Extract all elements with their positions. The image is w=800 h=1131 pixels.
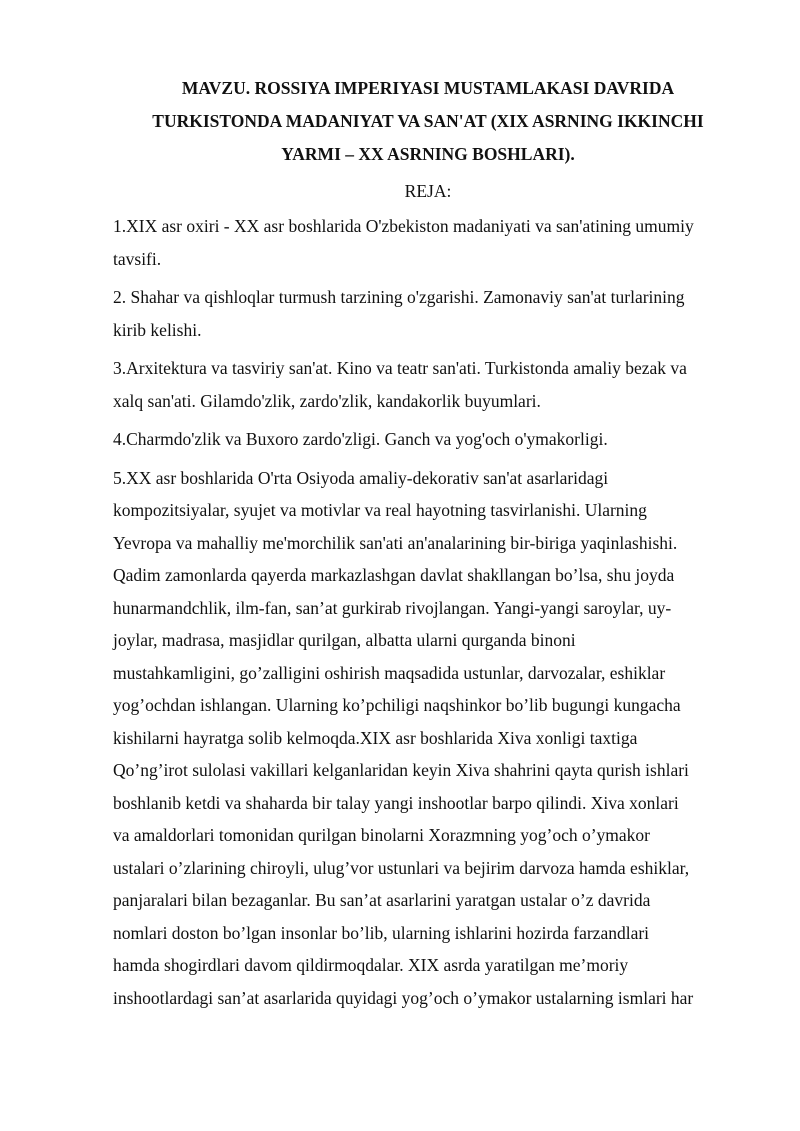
plan-item-5: [113, 462, 743, 1015]
document-title: [113, 72, 743, 171]
plan-item-3: [113, 352, 743, 417]
text-line: Qadim zamonlarda qayerda markazlashgan davlat shakllangan bo’lsa, shu joyda: [113, 565, 675, 585]
text-line: yog’ochdan ishlangan. Ularning ko’pchiligi naqshinkor bo’lib bugungi kungacha: [113, 695, 681, 715]
plan-item-1: [113, 210, 743, 275]
plan-heading: REJA:: [404, 181, 452, 201]
plan-item-2: [113, 281, 743, 346]
text-line: tavsifi.: [113, 248, 162, 269]
text-line: hamda shogirdlari davom qildirmoqdalar. XIX asrda yaratilgan me’moriy: [113, 955, 629, 975]
text-line: 1.XIX asr oxiri - XX asr boshlarida O'zbekiston madaniyati va san'atining umumiy: [113, 216, 694, 236]
text-line: va amaldorlari tomonidan qurilgan binolarni Xorazmning yog’och o’ymakor: [113, 825, 651, 845]
text-line: hunarmandchlik, ilm-fan, san’at gurkirab rivojlangan. Yangi-yangi saroylar, uy-: [113, 597, 672, 618]
text-line: joylar, madrasa, masjidlar qurilgan, albatta ularni qurganda binoni: [113, 630, 576, 650]
title-line: MAVZU. ROSSIYA IMPERIYASI MUSTAMLAKASI DAVRIDA: [181, 78, 675, 98]
text-line: mustahkamligini, go’zalligini oshirish maqsadida ustunlar, darvozalar, eshiklar: [113, 662, 666, 683]
text-line: 4.Charmdo'zlik va Buxoro zardo'zligi. Ganch va yog'och o'ymakorligi.: [113, 429, 608, 449]
text-line: kompozitsiyalar, syujet va motivlar va real hayotning tasvirlanishi. Ularning: [113, 500, 647, 520]
text-line: nomlari doston bo’lgan insonlar bo’lib, ularning ishlarini hozirda farzandlari: [113, 922, 650, 943]
text-line: kishilarni hayratga solib kelmoqda.XIX asr boshlarida Xiva xonligi taxtiga: [113, 727, 638, 748]
text-line: xalq san'ati. Gilamdo'zlik, zardo'zlik, kandakorlik buyumlari.: [113, 390, 541, 411]
text-line: 5.XX asr boshlarida O'rta Osiyoda amaliy-dekorativ san'at asarlaridagi: [113, 467, 609, 488]
text-line: ustalari o’zlarining chiroyli, ulug’vor ustunlari va bejirim darvoza hamda eshiklar,: [113, 857, 690, 878]
text-line: kirib kelishi.: [113, 319, 202, 340]
text-line: panjaralari bilan bezaganlar. Bu san’at asarlarini yaratgan ustalar o’z davrida: [113, 890, 651, 910]
text-line: 3.Arxitektura va tasviriy san'at. Kino va teatr san'ati. Turkistonda amaliy bezak va: [113, 358, 687, 378]
plan-item-4: [113, 423, 743, 456]
title-line: YARMI – XX ASRNING BOSHLARI).: [281, 144, 575, 164]
text-line: Yevropa va mahalliy me'morchilik san'ati an'analarining bir-biriga yaqinlashishi.: [113, 532, 678, 553]
text-line: 2. Shahar va qishloqlar turmush tarzining o'zgarishi. Zamonaviy san'at turlarining: [113, 287, 685, 307]
document-page: [113, 72, 743, 1020]
text-line: inshootlardagi san’at asarlarida quyidagi yog’och o’ymakor ustalarning ismlari har: [113, 987, 694, 1008]
text-line: boshlanib ketdi va shaharda bir talay yangi inshootlar barpo qilindi. Xiva xonlari: [113, 792, 679, 813]
text-line: Qo’ng’irot sulolasi vakillari kelganlaridan keyin Xiva shahrini qayta qurish ishlari: [113, 760, 689, 780]
title-line: TURKISTONDA MADANIYAT VA SAN'AT (XIX ASRNING IKKINCHI: [152, 111, 704, 131]
